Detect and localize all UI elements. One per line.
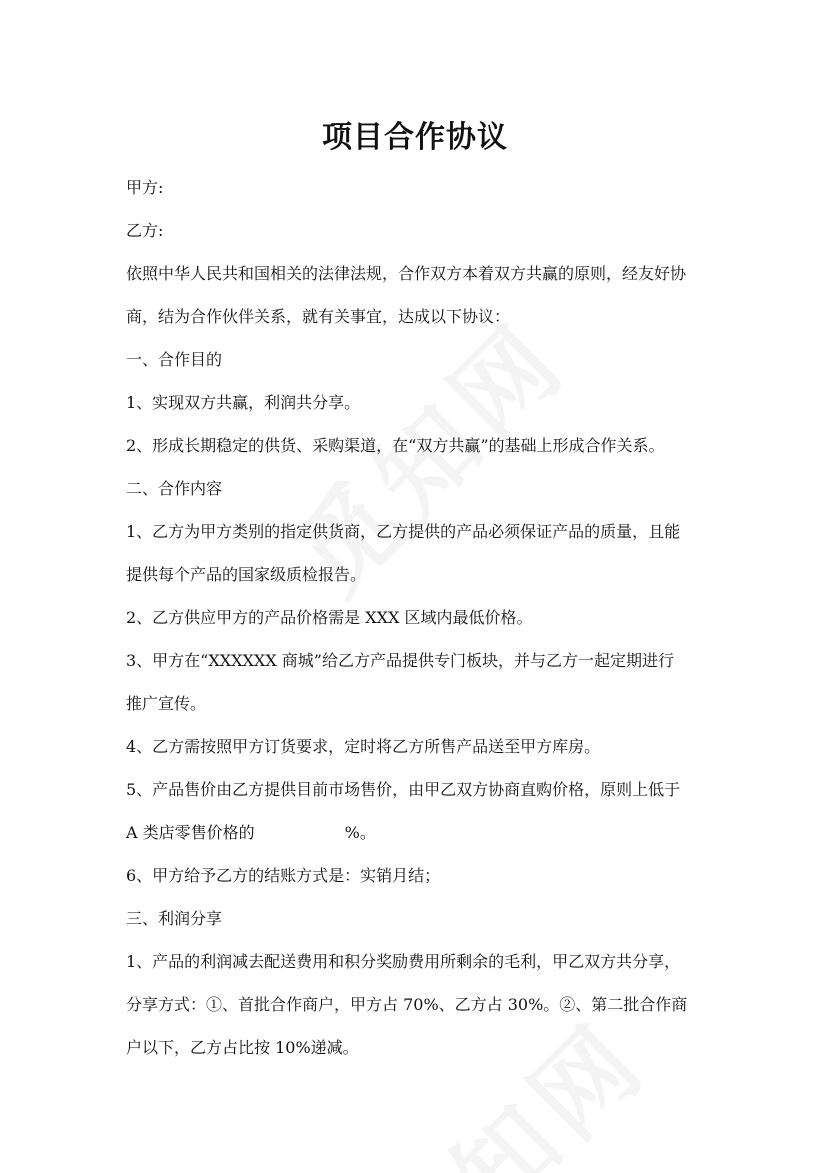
clause-line: 1、乙方为甲方类别的指定供货商，乙方提供的产品必须保证产品的质量，且能 [126,522,681,541]
section-heading: 一、合作目的 [126,350,223,369]
clause-line: 提供每个产品的国家级质检报告。 [126,565,367,584]
clause-line: 推广宣传。 [126,694,207,713]
clause-line: 1、实现双方共赢，利润共分享。 [126,393,361,412]
clause-line: 3、甲方在“XXXXXX 商城”给乙方产品提供专门板块，并与乙方一起定期进行 [126,651,674,670]
section-heading: 三、利润分享 [126,909,223,928]
party-b-line: 乙方: [126,221,164,240]
section-heading: 二、合作内容 [126,479,223,498]
blank-suffix-text: %。 [344,823,376,842]
clause-line: 分享方式：①、首批合作商户，甲方占 70%、乙方占 30%。②、第二批合作商 [126,995,688,1014]
clause-line: 户以下，乙方占比按 10%递减。 [126,1038,359,1057]
clause-line: 2、形成长期稳定的供货、采购渠道，在“双方共赢”的基础上形成合作关系。 [126,436,665,455]
clause-line: 2、乙方供应甲方的产品价格需是 XXX 区域内最低价格。 [126,608,533,627]
paragraph-line: 商，结为合作伙伴关系，就有关事宜，达成以下协议： [126,307,511,326]
clause-line-with-blank [126,821,716,864]
clause-line: 1、产品的利润减去配送费用和积分奖励费用所剩余的毛利，甲乙双方共分享， [126,952,681,971]
document-title: 项目合作协议 [322,120,508,155]
blank-prefix-text: A 类店零售价格的 [126,823,255,842]
paragraph-line: 依照中华人民共和国相关的法律法规，合作双方本着双方共赢的原则，经友好协 [126,264,687,283]
clause-line: 4、乙方需按照甲方订货要求，定时将乙方所售产品送至甲方库房。 [126,737,601,756]
party-a-line: 甲方: [126,178,164,197]
clause-line: 6、甲方给予乙方的结账方式是：实销月结； [126,866,441,885]
clause-line: 5、产品售价由乙方提供目前市场售价，由甲乙双方协商直购价格，原则上低于 [126,780,681,799]
document-body [126,176,716,1079]
